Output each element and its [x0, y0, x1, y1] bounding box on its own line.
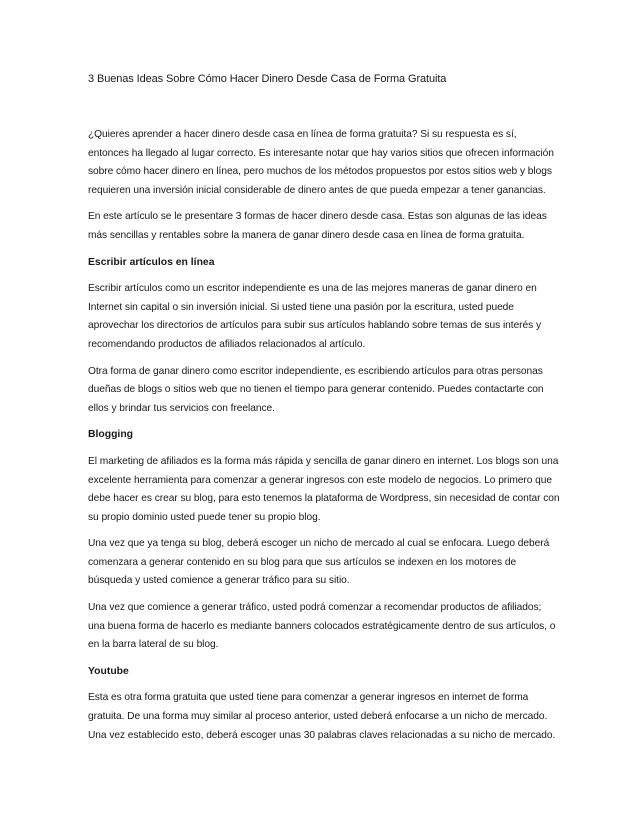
section-heading-youtube: Youtube	[88, 665, 129, 677]
intro-paragraph-1: ¿Quieres aprender a hacer dinero desde casa en línea de forma gratuita? Si su respuesta es sí, entonces ha llegado al lugar correcto. Es interesante notar que hay varios sitios que ofrecen información sobre cómo hacer dinero en línea, pero muchos de los métodos propuestos por estos sitios web y blogs requieren una inversión inicial considerable de dinero antes de que pueda empezar a tener ganancias.	[88, 129, 554, 196]
youtube-paragraph-1: Esta es otra forma gratuita que usted tiene para comenzar a generar ingresos en internet de forma gratuita. De una forma muy similar al proceso anterior, usted deberá enfocarse a un nicho de mercado. Una vez establecido esto, deberá escoger unas 30 palabras claves relacionadas a su nicho de mercado.	[88, 692, 556, 741]
writing-paragraph-1: Escribir artículos como un escritor independiente es una de las mejores maneras de ganar dinero en Internet sin capital o sin inversión inicial. Si usted tiene una pasión por la escritura, usted puede aprovechar los directorios de artículos para subir sus artículos hablando sobre temas de sus interés y recomendando productos de afiliados relacionados al artículo.	[88, 283, 542, 350]
section-heading-blogging: Blogging	[88, 429, 134, 441]
blogging-paragraph-2: Una vez que ya tenga su blog, deberá escoger un nicho de mercado al cual se enfocara. Luego deberá comenzara a generar contenido en su blog para que sus artículos se indexen en los motores de búsqueda y usted comience a generar tráfico para su sitio.	[88, 538, 550, 587]
writing-paragraph-2: Otra forma de ganar dinero como escritor independiente, es escribiendo artículos para otras personas dueñas de blogs o sitios web que no tienen el tiempo para generar contenido. Puedes contactarte con ellos y brindar tus servicios con freelance.	[88, 365, 544, 414]
document-body	[88, 72, 560, 753]
section-heading-writing: Escribir artículos en línea	[88, 256, 215, 268]
document-title: 3 Buenas Ideas Sobre Cómo Hacer Dinero Desde Casa de Forma Gratuita	[88, 73, 447, 85]
blogging-paragraph-3: Una vez que comience a generar tráfico, usted podrá comenzar a recomendar productos de afiliados; una buena forma de hacerlo es mediante banners colocados estratégicamente dentro de sus artículos, o en la barra lateral de su blog.	[88, 602, 556, 651]
blogging-paragraph-1: El marketing de afiliados es la forma más rápida y sencilla de ganar dinero en internet. Los blogs son una excelente herramienta para comenzar a generar ingresos con este modelo de negocios. Lo primero que debe hacer es crear su blog, para esto tenemos la plataforma de Wordpress, sin necesidad de contar con su propio dominio usted puede tener su propio blog.	[88, 455, 560, 523]
intro-paragraph-2: En este artículo se le presentare 3 formas de hacer dinero desde casa. Estas son algunas de las ideas más sencillas y rentables sobre la manera de ganar dinero desde casa en línea de forma gratuita.	[88, 211, 547, 241]
